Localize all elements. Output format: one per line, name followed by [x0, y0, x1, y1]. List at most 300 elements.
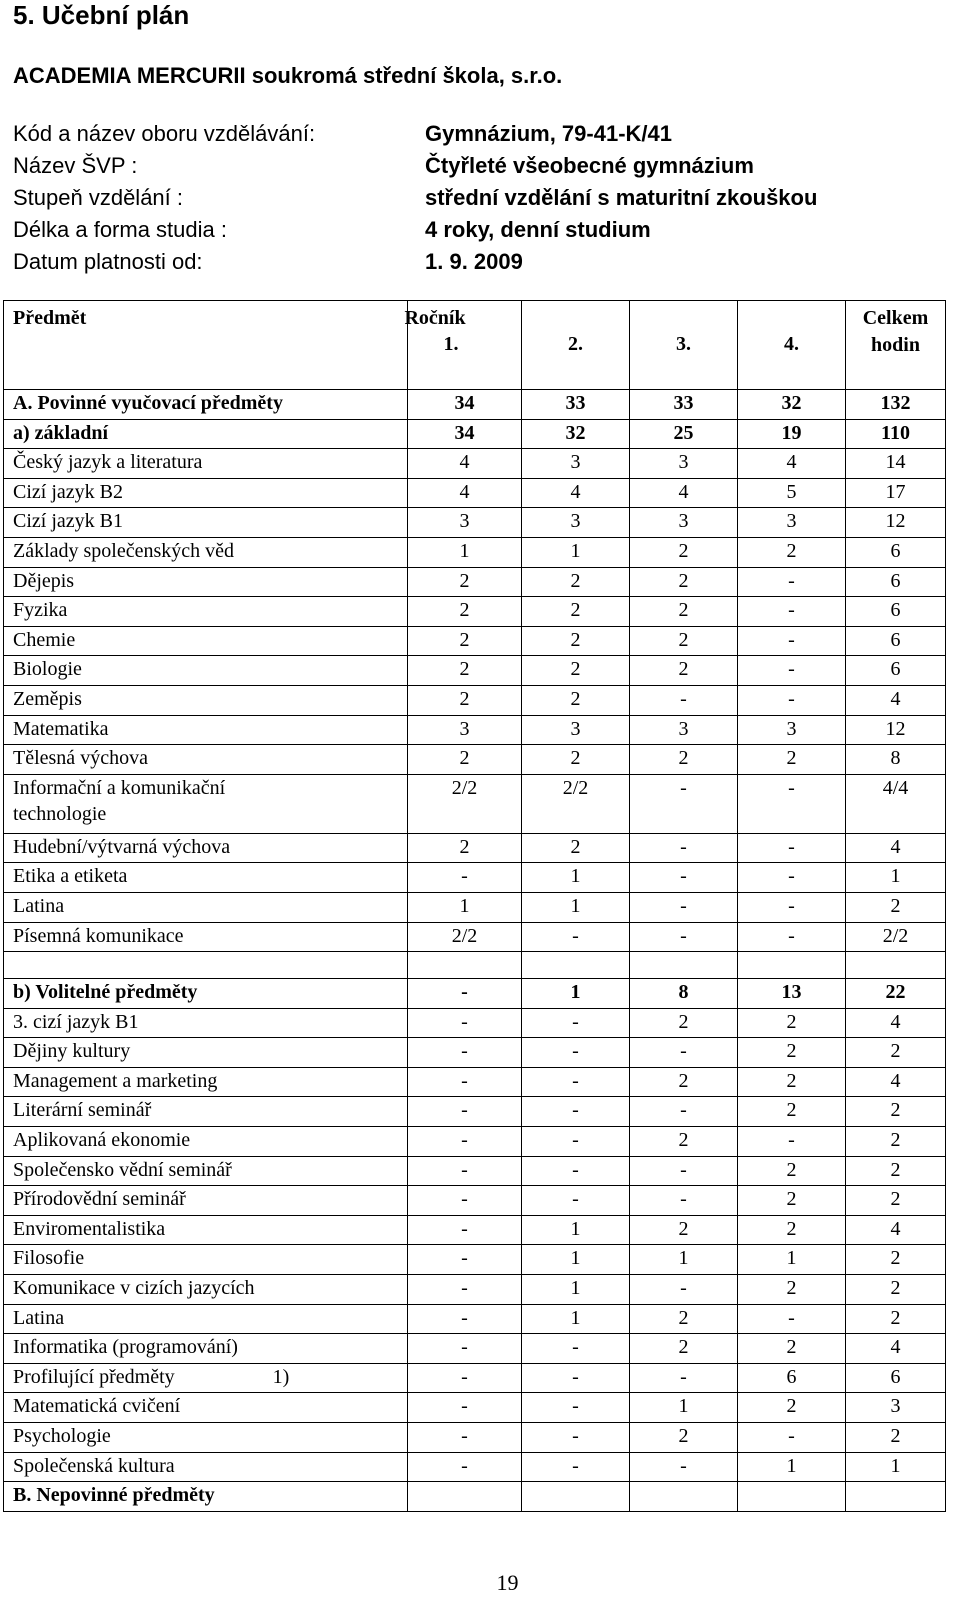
grade-2-hours: 2 [522, 656, 630, 686]
grade-4-hours: 13 [738, 979, 846, 1009]
total-hours: 2 [846, 1275, 946, 1305]
subject-name [4, 1215, 408, 1245]
grade-3-hours: - [630, 1452, 738, 1482]
subject-name [4, 892, 408, 922]
total-hours: 22 [846, 979, 946, 1009]
grade-4-hours [738, 952, 846, 979]
grade-4-hours: 3 [738, 715, 846, 745]
grade-3-hours: 2 [630, 745, 738, 775]
grade-3-hours: 3 [630, 449, 738, 479]
grade-1-hours: 2 [408, 745, 522, 775]
total-hours: 3 [846, 1393, 946, 1423]
grade-3-hours: 2 [630, 1215, 738, 1245]
total-hours: 17 [846, 478, 946, 508]
subject-name [4, 1038, 408, 1068]
grade-3-hours: 2 [630, 537, 738, 567]
grade-4-hours: 5 [738, 478, 846, 508]
info-value: 1. 9. 2009 [425, 249, 523, 274]
total-hours: 4 [846, 685, 946, 715]
total-hours: 2 [846, 1245, 946, 1275]
grade-1-hours: - [408, 1008, 522, 1038]
subject-label: B. Nepovinné předměty [13, 1484, 215, 1507]
grade-4-hours: 6 [738, 1363, 846, 1393]
total-hours: 2 [846, 1304, 946, 1334]
header-grade: Ročník [404, 307, 466, 329]
table-row [4, 508, 946, 538]
info-value: Gymnázium, 79-41-K/41 [425, 121, 672, 146]
subject-label: Písemná komunikace [13, 924, 184, 947]
grade-1-hours: 2 [408, 597, 522, 627]
header-total-line-2: hodin [871, 334, 920, 356]
grade-1-hours: - [408, 1304, 522, 1334]
subject-label: Literární seminář [13, 1099, 152, 1122]
grade-2-hours: 1 [522, 1304, 630, 1334]
total-hours: 14 [846, 449, 946, 479]
grade-2-hours: - [522, 1393, 630, 1423]
grade-2-hours: - [522, 1334, 630, 1364]
info-label: Stupeň vzdělání : [13, 185, 184, 210]
grade-2-hours: 1 [522, 863, 630, 893]
subject-name [4, 508, 408, 538]
table-row [4, 1275, 946, 1305]
grade-4-hours: 2 [738, 537, 846, 567]
info-label: Název ŠVP : [13, 153, 138, 178]
grade-3-hours: 3 [630, 715, 738, 745]
subject-name-line-1: Informační a komunikační [13, 776, 226, 799]
grade-4-hours: - [738, 685, 846, 715]
grade-3-hours: 2 [630, 597, 738, 627]
header-grade-3: 3. [630, 301, 738, 390]
info-value: Čtyřleté všeobecné gymnázium [425, 153, 754, 178]
grade-4-hours: 19 [738, 419, 846, 449]
grade-2-hours: - [522, 1067, 630, 1097]
subject-name [4, 390, 408, 420]
subject-label: Cizí jazyk B2 [13, 480, 123, 503]
grade-1-hours [408, 952, 522, 979]
total-hours: 4 [846, 1334, 946, 1364]
subject-name [4, 863, 408, 893]
grade-4-hours: - [738, 567, 846, 597]
table-row [4, 1156, 946, 1186]
subject-name [4, 1363, 408, 1393]
basic-total-row [4, 419, 946, 449]
header-grade-1 [404, 301, 522, 390]
grade-2-hours: 3 [522, 508, 630, 538]
table-row [4, 863, 946, 893]
grade-3-hours: 1 [630, 1245, 738, 1275]
subject-label: Základy společenských věd [13, 539, 235, 562]
grade-3-hours: - [630, 1275, 738, 1305]
grade-2-hours: 2 [522, 567, 630, 597]
subject-label: Management a marketing [13, 1069, 218, 1092]
table-row [4, 1452, 946, 1482]
info-value: střední vzdělání s maturitní zkouškou [425, 185, 818, 210]
subject-name [4, 745, 408, 775]
grade-4-hours: 2 [738, 1275, 846, 1305]
subject-label: Matematika [13, 717, 109, 740]
grade-4-hours: - [738, 626, 846, 656]
subject-name [4, 833, 408, 863]
subject-label: Psychologie [13, 1425, 111, 1447]
subject-name [4, 449, 408, 479]
grade-3-hours: - [630, 1097, 738, 1127]
grade-2-hours: 2 [522, 626, 630, 656]
info-label: Datum platnosti od: [13, 249, 203, 274]
header-total-line-1: Celkem [862, 307, 929, 329]
grade-3-hours: - [630, 833, 738, 863]
subject-label: Dějiny kultury [13, 1040, 131, 1063]
footnote-ref: 1) [272, 1365, 290, 1388]
total-hours: 6 [846, 537, 946, 567]
grade-1-hours: - [408, 1097, 522, 1127]
subject-label: a) základní [13, 421, 109, 444]
total-hours: 2 [846, 1156, 946, 1186]
grade-3-hours: 2 [630, 1067, 738, 1097]
subject-name [4, 1067, 408, 1097]
grade-2-hours: 1 [522, 1245, 630, 1275]
total-hours: 6 [846, 567, 946, 597]
grade-1-hours: - [408, 1186, 522, 1216]
table-row [4, 1038, 946, 1068]
grade-1-hours: 4 [408, 478, 522, 508]
header-subject: Předmět [4, 301, 408, 390]
grade-3-hours: 2 [630, 1008, 738, 1038]
grade-1-hours: 1 [408, 892, 522, 922]
curriculum-table [3, 300, 946, 1512]
grade-4-hours: 2 [738, 1334, 846, 1364]
table-row [4, 449, 946, 479]
grade-2-hours: 1 [522, 537, 630, 567]
grade-2-hours: 3 [522, 715, 630, 745]
grade-3-hours: - [630, 863, 738, 893]
grade-1-hours: 2 [408, 685, 522, 715]
subject-name [4, 979, 408, 1009]
grade-4-hours: 2 [738, 745, 846, 775]
table-row [4, 626, 946, 656]
grade-1-hours: 34 [408, 390, 522, 420]
grade-3-hours: 33 [630, 390, 738, 420]
table-row [4, 1008, 946, 1038]
grade-2-hours: - [522, 1097, 630, 1127]
subject-name [4, 1275, 408, 1305]
subject-label: Fyzika [13, 599, 68, 622]
grade-1-hours: 2 [408, 567, 522, 597]
grade-2-hours: 3 [522, 449, 630, 479]
grade-1-hours: - [408, 1334, 522, 1364]
grade-4-hours: 2 [738, 1008, 846, 1038]
grade-4-hours [738, 1482, 846, 1512]
header-total [846, 301, 946, 390]
total-hours: 4 [846, 1215, 946, 1245]
grade-4-hours: - [738, 922, 846, 952]
info-row [13, 118, 913, 150]
subject-name [4, 478, 408, 508]
spacer-row [4, 952, 946, 979]
subject-name [4, 419, 408, 449]
grade-2-hours: - [522, 1038, 630, 1068]
grade-1-hours: 2 [408, 626, 522, 656]
grade-1-hours: - [408, 1452, 522, 1482]
grade-2-hours: - [522, 1423, 630, 1453]
grade-3-hours: - [630, 774, 738, 833]
table-row [4, 1127, 946, 1157]
grade-2-hours: 33 [522, 390, 630, 420]
grade-3-hours: 2 [630, 1423, 738, 1453]
grade-1-hours [408, 1482, 522, 1512]
total-hours [846, 1482, 946, 1512]
grade-4-hours: 1 [738, 1452, 846, 1482]
total-hours: 2 [846, 1127, 946, 1157]
grade-4-hours: - [738, 863, 846, 893]
grade-3-hours: 2 [630, 1334, 738, 1364]
subject-name [4, 1245, 408, 1275]
subject-label: Enviromentalistika [13, 1217, 166, 1240]
subject-label: Český jazyk a literatura [13, 451, 203, 474]
grade-2-hours: 32 [522, 419, 630, 449]
total-hours: 2 [846, 1186, 946, 1216]
grade-3-hours: - [630, 892, 738, 922]
total-hours: 4 [846, 1067, 946, 1097]
grade-2-hours: 2 [522, 833, 630, 863]
grade-4-hours: - [738, 774, 846, 833]
grade-4-hours: - [738, 1423, 846, 1453]
grade-3-hours: - [630, 1186, 738, 1216]
subject-name [4, 1334, 408, 1364]
table-row [4, 1097, 946, 1127]
subject-name [4, 537, 408, 567]
info-row [13, 214, 913, 246]
grade-3-hours: 2 [630, 656, 738, 686]
subject-name [4, 1008, 408, 1038]
subject-label: Cizí jazyk B1 [13, 510, 123, 533]
total-hours: 2 [846, 892, 946, 922]
subject-name [4, 1097, 408, 1127]
grade-1-hours: 3 [408, 508, 522, 538]
grade-2-hours: 1 [522, 1275, 630, 1305]
grade-1-hours: 4 [408, 449, 522, 479]
total-hours: 6 [846, 656, 946, 686]
subject-label: Etika a etiketa [13, 865, 128, 888]
total-hours: 1 [846, 1452, 946, 1482]
total-hours: 2/2 [846, 922, 946, 952]
school-name: ACADEMIA MERCURII soukromá střední škola, s.r.o. [13, 63, 563, 88]
grade-3-hours: 2 [630, 626, 738, 656]
subject-label: Latina [13, 894, 65, 917]
grade-4-hours: 2 [738, 1393, 846, 1423]
subject-name-line-2: technologie [13, 802, 107, 825]
table-row [4, 833, 946, 863]
total-hours: 6 [846, 597, 946, 627]
table-row [4, 922, 946, 952]
subject-label: Přírodovědní seminář [13, 1188, 186, 1211]
table-row [4, 1393, 946, 1423]
grade-4-hours: 4 [738, 449, 846, 479]
subject-label: Aplikovaná ekonomie [13, 1129, 191, 1152]
table-row [4, 1334, 946, 1364]
grade-4-hours: 2 [738, 1067, 846, 1097]
grade-4-hours: 2 [738, 1097, 846, 1127]
subject-label: 3. cizí jazyk B1 [13, 1010, 139, 1033]
grade-4-hours: - [738, 656, 846, 686]
subject-label: Informatika (programování) [13, 1336, 238, 1359]
page-number: 19 [496, 1570, 519, 1595]
subject-name [4, 1304, 408, 1334]
table-row [4, 537, 946, 567]
total-hours: 12 [846, 508, 946, 538]
info-label: Kód a název oboru vzdělávání: [13, 121, 316, 146]
info-row [13, 246, 913, 278]
grade-3-hours: - [630, 1038, 738, 1068]
grade-1-hours: - [408, 1245, 522, 1275]
grade-3-hours: - [630, 1363, 738, 1393]
subject-name [4, 715, 408, 745]
table-row [4, 1245, 946, 1275]
table-row [4, 656, 946, 686]
optional-row [4, 1482, 946, 1512]
grade-3-hours: - [630, 685, 738, 715]
grade-2-hours: 2 [522, 745, 630, 775]
grade-3-hours: 2 [630, 1304, 738, 1334]
subject-name [4, 1393, 408, 1423]
grade-4-hours: - [738, 1304, 846, 1334]
grade-1-hours: - [408, 1067, 522, 1097]
total-hours: 6 [846, 1363, 946, 1393]
grade-2-hours: - [522, 1452, 630, 1482]
subject-name [4, 597, 408, 627]
subject-name [4, 1482, 408, 1512]
subject-name [4, 774, 408, 833]
programme-info [13, 118, 913, 278]
grade-1-hours: - [408, 1393, 522, 1423]
grade-1-hours: - [408, 863, 522, 893]
subject-name [4, 626, 408, 656]
subject-label: Matematická cvičení [13, 1395, 181, 1418]
subject-name [4, 1186, 408, 1216]
subject-name [4, 922, 408, 952]
grade-2-hours: 1 [522, 979, 630, 1009]
info-row [13, 150, 913, 182]
grade-1-hours: 34 [408, 419, 522, 449]
grade-4-hours: 2 [738, 1156, 846, 1186]
grade-4-hours: - [738, 892, 846, 922]
grade-2-hours: 1 [522, 892, 630, 922]
subject-label: Dějepis [13, 569, 75, 592]
grade-4-hours: - [738, 833, 846, 863]
grade-3-hours [630, 1482, 738, 1512]
grade-4-hours: - [738, 1127, 846, 1157]
grade-4-hours: - [738, 597, 846, 627]
grade-2-hours: 2/2 [522, 774, 630, 833]
section-title: 5. Učební plán [13, 0, 190, 30]
grade-1-hours: - [408, 1215, 522, 1245]
grade-3-hours: - [630, 922, 738, 952]
total-hours: 4/4 [846, 774, 946, 833]
subject-label: A. Povinné vyučovací předměty [13, 392, 283, 414]
info-value: 4 roky, denní studium [425, 217, 651, 242]
grade-2-hours [522, 1482, 630, 1512]
compulsory-total-row [4, 390, 946, 420]
total-hours: 6 [846, 626, 946, 656]
grade-2-hours: - [522, 1186, 630, 1216]
subject-label: Filosofie [13, 1247, 85, 1270]
total-hours: 132 [846, 390, 946, 420]
grade-1-hours: - [408, 1038, 522, 1068]
header-grade-1-label: 1. [443, 333, 459, 355]
grade-2-hours: - [522, 1156, 630, 1186]
total-hours: 8 [846, 745, 946, 775]
info-label: Délka a forma studia : [13, 217, 227, 242]
grade-3-hours: 8 [630, 979, 738, 1009]
total-hours [846, 952, 946, 979]
table-row [4, 774, 946, 833]
subject-name [4, 1127, 408, 1157]
grade-2-hours: 2 [522, 685, 630, 715]
table-row [4, 1363, 946, 1393]
subject-label: Profilující předměty [13, 1365, 175, 1388]
subject-label: Biologie [13, 658, 82, 681]
grade-3-hours: 2 [630, 1127, 738, 1157]
table-row [4, 1067, 946, 1097]
table-row [4, 567, 946, 597]
grade-1-hours: 2 [408, 656, 522, 686]
grade-2-hours: - [522, 922, 630, 952]
grade-3-hours: 3 [630, 508, 738, 538]
total-hours: 2 [846, 1423, 946, 1453]
subject-name [4, 1452, 408, 1482]
table-row [4, 715, 946, 745]
grade-2-hours: - [522, 1363, 630, 1393]
subject-label: Zeměpis [13, 687, 82, 710]
info-row [13, 182, 913, 214]
table-row [4, 1215, 946, 1245]
subject-label: Společensko vědní seminář [13, 1158, 232, 1181]
grade-2-hours: 4 [522, 478, 630, 508]
grade-1-hours: 1 [408, 537, 522, 567]
total-hours: 4 [846, 833, 946, 863]
table-row [4, 1423, 946, 1453]
subject-label: Chemie [13, 628, 76, 651]
subject-label: b) Volitelné předměty [13, 981, 198, 1004]
grade-4-hours: 2 [738, 1186, 846, 1216]
grade-3-hours: 2 [630, 567, 738, 597]
grade-4-hours: 1 [738, 1245, 846, 1275]
grade-3-hours: 25 [630, 419, 738, 449]
grade-1-hours: - [408, 1156, 522, 1186]
grade-1-hours: - [408, 1423, 522, 1453]
subject-name [4, 1156, 408, 1186]
grade-2-hours: - [522, 1008, 630, 1038]
total-hours: 12 [846, 715, 946, 745]
subject-name [4, 567, 408, 597]
table-row [4, 1304, 946, 1334]
grade-2-hours [522, 952, 630, 979]
grade-4-hours: 3 [738, 508, 846, 538]
grade-1-hours: - [408, 1363, 522, 1393]
grade-3-hours: 4 [630, 478, 738, 508]
total-hours: 2 [846, 1097, 946, 1127]
subject-name [4, 685, 408, 715]
subject-name [4, 1423, 408, 1453]
grade-4-hours: 32 [738, 390, 846, 420]
subject-label: Komunikace v cizích jazycích [13, 1277, 255, 1300]
grade-2-hours: - [522, 1127, 630, 1157]
grade-1-hours: - [408, 1127, 522, 1157]
grade-3-hours: - [630, 1156, 738, 1186]
subject-label: Hudební/výtvarná výchova [13, 835, 231, 858]
total-hours: 110 [846, 419, 946, 449]
table-row [4, 892, 946, 922]
subject-name [4, 656, 408, 686]
